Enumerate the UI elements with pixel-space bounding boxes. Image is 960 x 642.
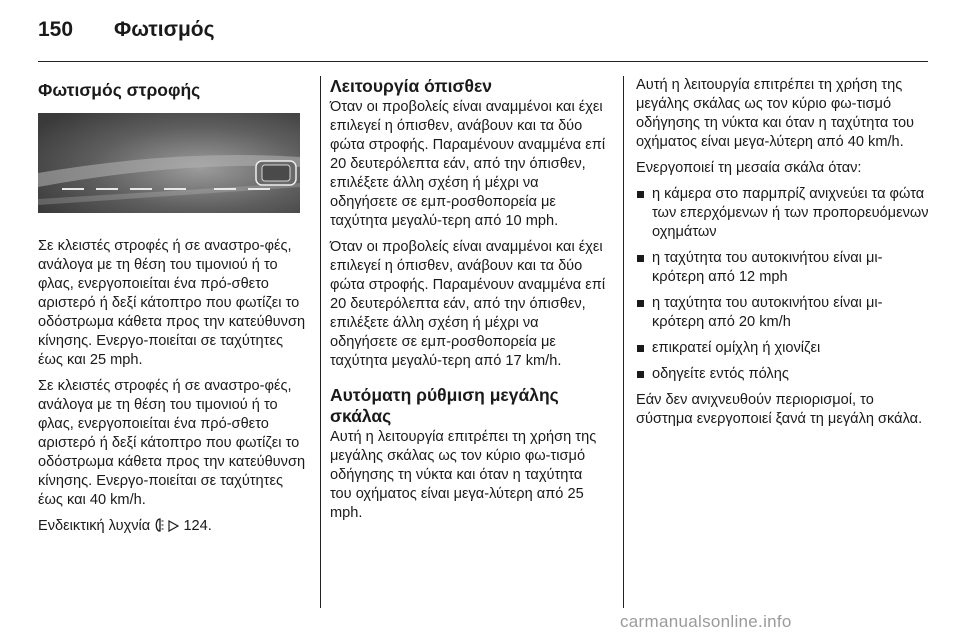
square-bullet bbox=[637, 345, 644, 352]
page-title: Φωτισμός bbox=[114, 18, 215, 41]
page-header bbox=[38, 18, 928, 48]
page-number: 150 bbox=[38, 18, 74, 41]
square-bullet bbox=[637, 191, 644, 198]
square-bullet bbox=[637, 300, 644, 307]
paragraph-reverse-kmh: Όταν οι προβολείς είναι αναμμένοι και έχει επιλεγεί η όπισθεν, ανάβουν και τα δύο φώτα στροφής. Παραμένουν αναμμένα επί 20 δευτερόλεπτα εάν, από την όπισθεν, επιλέξετε άλλη σχέση ή μέχρι να οδηγήσετε σε εμπ-ροσθοπορεία με ταχύτητα μεγαλύ-τερη από 17 km/h. bbox=[330, 239, 606, 369]
headlight-indicator-icon bbox=[154, 518, 164, 538]
watermark: carmanualsonline.info bbox=[620, 612, 792, 631]
page-reference-arrow-icon bbox=[168, 519, 179, 538]
header-divider bbox=[38, 61, 928, 62]
paragraph-reactivation: Εάν δεν ανιχνευθούν περιορισμοί, το σύστημα ενεργοποιεί ξανά τη μεγάλη σκάλα. bbox=[636, 392, 923, 427]
paragraph-auto-high-beam-mph: Αυτή η λειτουργία επιτρέπει τη χρήση της μεγάλης σκάλας ως τον κύριο φω-τισμό οδήγησης τη νύκτα και όταν η ταχύτητα του οχήματος είναι μεγα-λύτερη από 25 mph. bbox=[330, 429, 597, 521]
list-item: η ταχύτητα του αυτοκινήτου είναι μι-κρότερη από 20 km/h bbox=[636, 294, 930, 332]
column-right bbox=[636, 76, 930, 436]
conditions-list bbox=[636, 185, 930, 384]
paragraph-auto-high-beam-kmh: Αυτή η λειτουργία επιτρέπει τη χρήση της μεγάλης σκάλας ως τον κύριο φω-τισμό οδήγησης τη νύκτα και όταν η ταχύτητα του οχήματος είναι μεγα-λύτερη από 40 km/h. bbox=[636, 77, 915, 150]
list-item: η κάμερα στο παρμπρίζ ανιχνεύει τα φώτα των επερχόμενων ή των προπορευόμενων οχημάτων bbox=[636, 185, 930, 242]
square-bullet bbox=[637, 371, 644, 378]
paragraph-cornering-mph: Σε κλειστές στροφές ή σε αναστρο-φές, ανάλογα με τη θέση του τιμονιού ή το φλας, ενεργοποιείται ένα πρό-σθετο αριστερό ή δεξί κάτοπτρο που φωτίζει το οδόστρωμα κάθετα προς την κατεύθυνση κίνησης. Ενεργο-ποιείται σε ταχύτητες έως και 25 mph. bbox=[38, 238, 306, 368]
list-item: οδηγείτε εντός πόλης bbox=[636, 365, 930, 384]
square-bullet bbox=[637, 255, 644, 262]
paragraph-low-beam-conditions: Ενεργοποιεί τη μεσαία σκάλα όταν: bbox=[636, 160, 862, 176]
indicator-reference bbox=[38, 517, 306, 538]
indicator-label: Ενδεικτική λυχνία bbox=[38, 518, 151, 534]
indicator-page-number: 124. bbox=[183, 518, 212, 534]
column-divider-2 bbox=[623, 76, 624, 608]
column-left bbox=[38, 76, 306, 545]
section-heading-reverse-function: Λειτουργία όπισθεν bbox=[330, 76, 493, 96]
column-middle bbox=[330, 76, 608, 530]
paragraph-reverse-mph: Όταν οι προβολείς είναι αναμμένοι και έχει επιλεγεί η όπισθεν, ανάβουν και τα δύο φώτα στροφής. Παραμένουν αναμμένα επί 20 δευτερόλεπτα εάν, από την όπισθεν, επιλέξετε άλλη σχέση ή μέχρι να οδηγήσετε σε εμπ-ροσθοπορεία με ταχύτητα μεγαλύ-τερη από 10 mph. bbox=[330, 99, 606, 229]
section-heading-auto-high-beam: Αυτόματη ρύθμιση μεγάλης σκάλας bbox=[330, 385, 559, 426]
cornering-light-illustration bbox=[38, 113, 300, 213]
paragraph-cornering-kmh: Σε κλειστές στροφές ή σε αναστρο-φές, ανάλογα με τη θέση του τιμονιού ή το φλας, ενεργοποιείται ένα πρό-σθετο αριστερό ή δεξί κάτοπτρο που φωτίζει το οδόστρωμα κάθετα προς την κατεύθυνση κίνησης. Ενεργο-ποιείται σε ταχύτητες έως και 40 km/h. bbox=[38, 378, 306, 508]
list-item: η ταχύτητα του αυτοκινήτου είναι μι-κρότερη από 12 mph bbox=[636, 249, 930, 287]
column-divider-1 bbox=[320, 76, 321, 608]
list-item: επικρατεί ομίχλη ή χιονίζει bbox=[636, 339, 930, 358]
section-heading-cornering-light: Φωτισμός στροφής bbox=[38, 80, 201, 100]
